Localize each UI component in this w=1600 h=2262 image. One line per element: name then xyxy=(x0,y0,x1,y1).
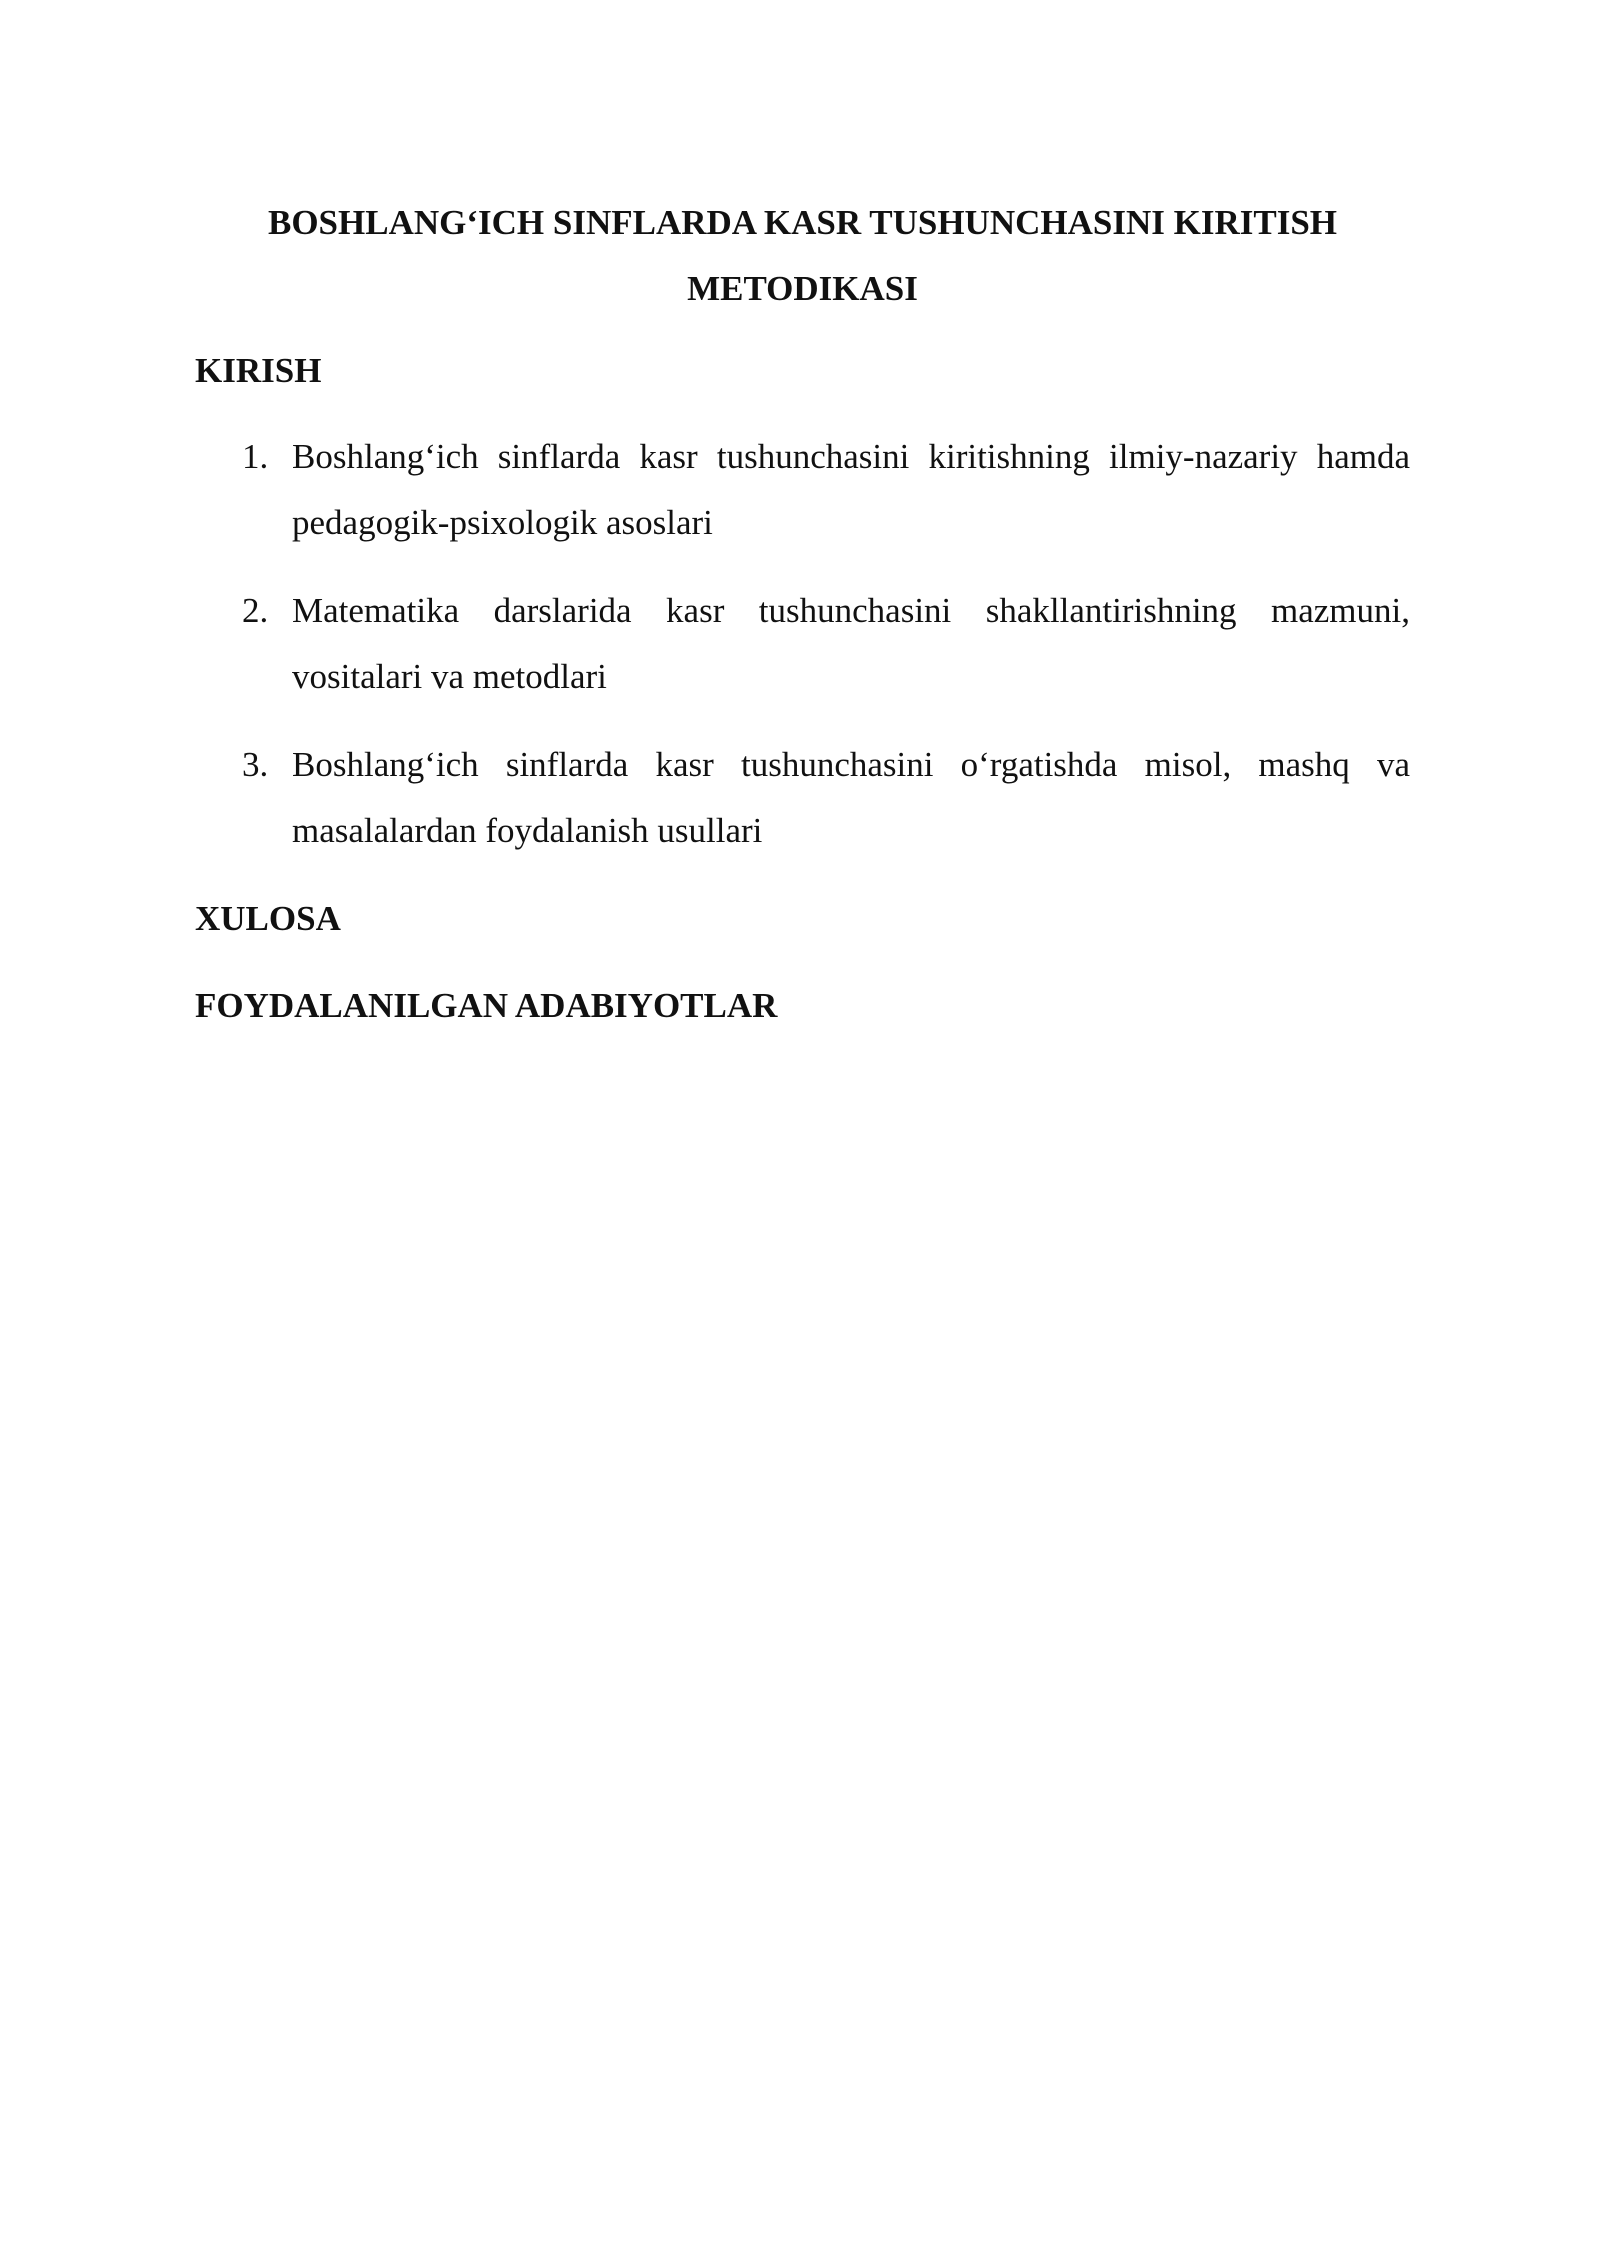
chapter-item xyxy=(195,578,1410,710)
chapter-list xyxy=(195,424,1410,864)
conclusion-heading: XULOSA xyxy=(195,899,341,938)
chapter-text: Matematika darslarida kasr tushunchasini shakllantirishning mazmuni, vositalari va metodlari xyxy=(292,591,1410,696)
chapter-item xyxy=(195,732,1410,864)
chapter-number: 3. xyxy=(242,745,269,784)
chapter-number: 2. xyxy=(242,591,269,630)
chapter-text: Boshlang‘ich sinflarda kasr tushunchasini o‘rgatishda misol, mashq va masalalardan foydalanish usullari xyxy=(292,745,1410,850)
intro-heading: KIRISH xyxy=(195,351,322,390)
document-title: BOSHLANG‘ICH SINFLARDA KASR TUSHUNCHASINI KIRITISH METODIKASI xyxy=(267,203,1338,308)
references-heading: FOYDALANILGAN ADABIYOTLAR xyxy=(195,986,778,1025)
chapter-number: 1. xyxy=(242,437,269,476)
document-content xyxy=(195,190,1410,1039)
chapter-item xyxy=(195,424,1410,556)
chapter-text: Boshlang‘ich sinflarda kasr tushunchasini kiritishning ilmiy-nazariy hamda pedagogik-psixologik asoslari xyxy=(292,437,1410,542)
